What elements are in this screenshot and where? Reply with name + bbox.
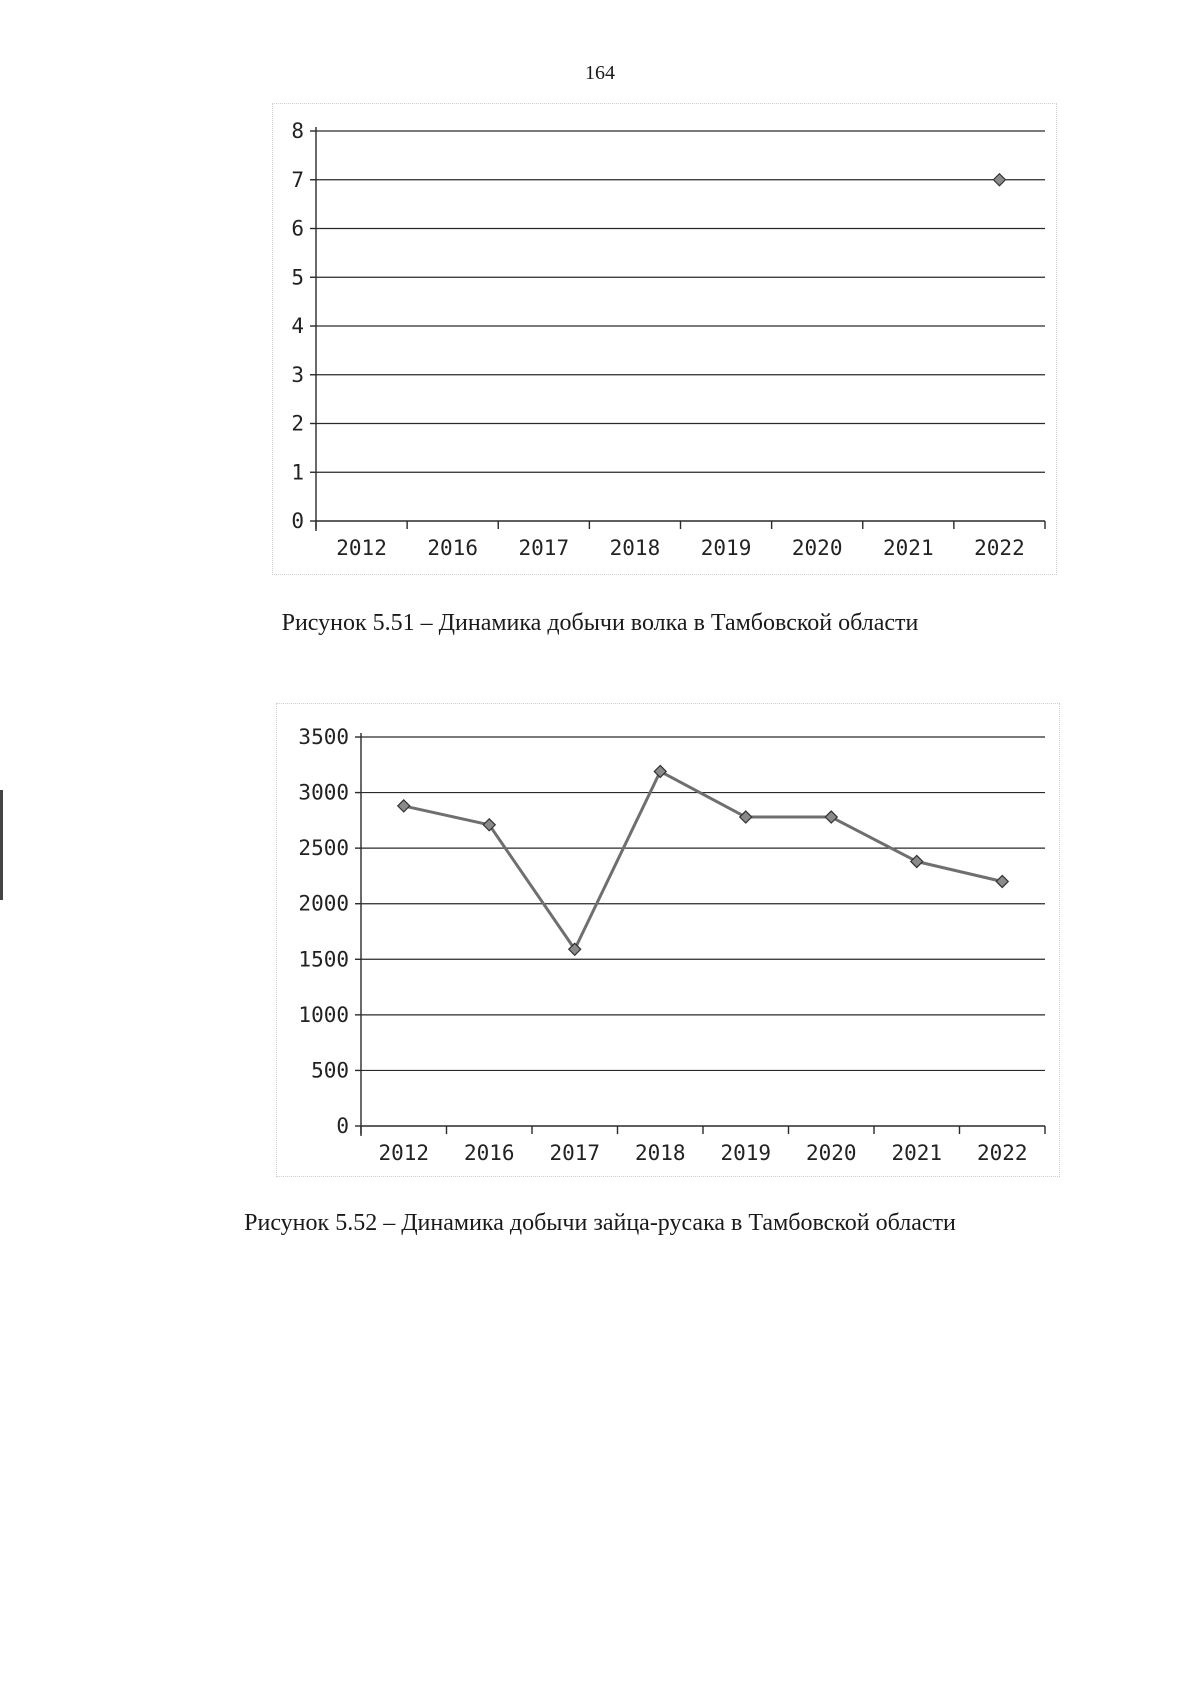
scan-edge-mark	[0, 790, 3, 900]
hare-ytick-label: 1000	[298, 1002, 349, 1027]
hare-ytick-label: 0	[336, 1114, 349, 1138]
hare-xtick-label: 2016	[463, 1141, 515, 1165]
hare-chart-svg	[277, 704, 1059, 1176]
wolf-xtick-label: 2020	[791, 536, 843, 560]
wolf-ytick-label: 6	[291, 216, 304, 241]
hare-xtick-label: 2017	[549, 1141, 601, 1165]
hare-data-point	[825, 811, 837, 823]
page-number: 164	[585, 62, 615, 84]
hare-data-point	[398, 800, 410, 812]
hare-data-point	[740, 811, 752, 823]
wolf-xtick-label: 2017	[518, 536, 570, 560]
hare-data-point	[654, 765, 666, 777]
wolf-ytick-label: 5	[291, 265, 304, 290]
wolf-xtick-label: 2016	[427, 536, 478, 560]
figure-5-52-caption: Рисунок 5.52 – Динамика добычи зайца-русака в Тамбовской области	[244, 1210, 956, 1236]
hare-ytick-label: 2500	[298, 836, 349, 861]
hare-ytick-label: 500	[311, 1058, 349, 1083]
wolf-ytick-label: 8	[291, 119, 304, 143]
hare-harvest-chart	[276, 703, 1060, 1177]
wolf-chart-svg	[273, 104, 1056, 574]
wolf-ytick-label: 3	[291, 362, 304, 387]
wolf-ytick-label: 7	[291, 167, 304, 192]
hare-xtick-label: 2020	[805, 1141, 857, 1165]
hare-xtick-label: 2012	[378, 1141, 430, 1165]
figure-5-51-caption: Рисунок 5.51 – Динамика добычи волка в Тамбовской области	[281, 610, 919, 636]
hare-xtick-label: 2022	[976, 1141, 1028, 1165]
hare-xtick-label: 2019	[720, 1141, 772, 1165]
wolf-ytick-label: 2	[291, 411, 304, 436]
wolf-xtick-label: 2012	[336, 536, 387, 560]
hare-xtick-label: 2018	[634, 1141, 686, 1165]
wolf-xtick-label: 2022	[974, 536, 1025, 560]
wolf-ytick-label: 4	[291, 314, 304, 338]
hare-ytick-label: 3500	[298, 725, 349, 749]
wolf-data-point	[993, 174, 1005, 186]
hare-ytick-label: 2000	[298, 891, 349, 916]
wolf-harvest-chart	[272, 103, 1057, 575]
hare-ytick-label: 3000	[298, 780, 349, 805]
hare-xtick-label: 2021	[891, 1141, 943, 1165]
wolf-xtick-label: 2021	[883, 536, 934, 560]
hare-data-point	[996, 875, 1008, 887]
wolf-xtick-label: 2018	[609, 536, 661, 560]
wolf-ytick-label: 0	[291, 509, 304, 533]
wolf-xtick-label: 2019	[700, 536, 752, 560]
wolf-ytick-label: 1	[291, 460, 304, 485]
hare-ytick-label: 1500	[298, 947, 349, 972]
hare-data-point	[911, 855, 923, 867]
